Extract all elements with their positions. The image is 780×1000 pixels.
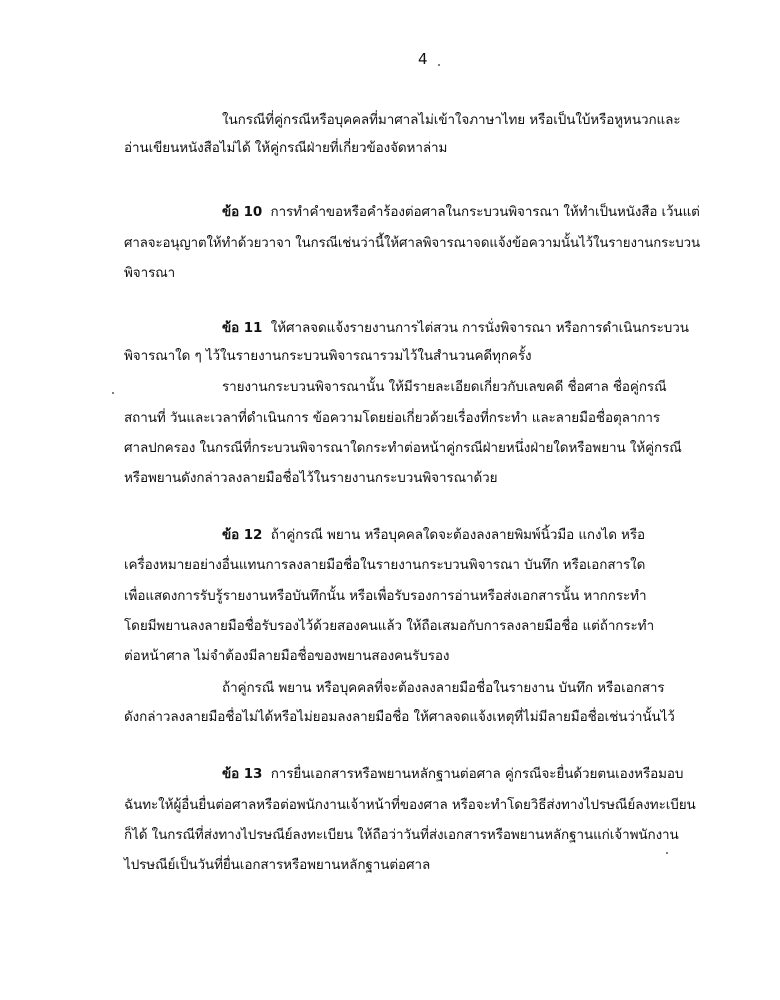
clause-12-line-5: ต่อหน้าศาล ไม่จำต้องมีลายมือชื่อของพยานสองคนรับรอง [124, 648, 450, 664]
clause-10-label: ข้อ 10 [222, 204, 263, 220]
scan-speck [666, 852, 668, 854]
page-number: 4 [418, 50, 428, 68]
scan-speck [438, 64, 440, 66]
clause-12-para-2-line-2: ดังกล่าวลงลายมือชื่อไม่ได้หรือไม่ยอมลงลายมือชื่อ ให้ศาลจดแจ้งเหตุที่ไม่มีลายมือชื่อเช่นว่านั้นไว้ [124, 709, 675, 725]
clause-11-para-2-line-4: หรือพยานดังกล่าวลงลายมือชื่อไว้ในรายงานกระบวนพิจารณาด้วย [124, 470, 498, 486]
clause-11-text-1: ให้ศาลจดแจ้งรายงานการไต่สวน การนั่งพิจารณา หรือการดำเนินกระบวน [270, 320, 689, 336]
paragraph-1-line-1: ในกรณีที่คู่กรณีหรือบุคคลที่มาศาลไม่เข้าใจภาษาไทย หรือเป็นใบ้หรือหูหนวกและ [222, 112, 681, 128]
clause-11-para-2-line-3: ศาลปกครอง ในกรณีที่กระบวนพิจารณาใดกระทำต่อหน้าคู่กรณีฝ่ายหนึ่งฝ่ายใดหรือพยาน ให้คู่กรณี [124, 440, 682, 456]
clause-12-text-1: ถ้าคู่กรณี พยาน หรือบุคคลใดจะต้องลงลายพิมพ์นิ้วมือ แกงได หรือ [270, 527, 646, 543]
clause-11-label: ข้อ 11 [222, 320, 263, 336]
paragraph-1-line-2: อ่านเขียนหนังสือไม่ได้ ให้คู่กรณีฝ่ายที่เกี่ยวข้องจัดหาล่าม [124, 140, 448, 156]
clause-11-line-2: พิจารณาใด ๆ ไว้ในรายงานกระบวนพิจารณารวมไว้ในสำนวนคดีทุกครั้ง [124, 348, 532, 364]
clause-12-line-1 [222, 525, 645, 545]
clause-10-line-1 [222, 202, 700, 222]
clause-10-line-3: พิจารณา [124, 265, 176, 281]
clause-12-line-4: โดยมีพยานลงลายมือชื่อรับรองไว้ด้วยสองคนแล้ว ให้ถือเสมอกับการลงลายมือชื่อ แต่ถ้ากระทำ [124, 618, 655, 634]
scan-speck [112, 392, 114, 394]
clause-11-line-1 [222, 318, 689, 338]
clause-12-label: ข้อ 12 [222, 527, 263, 543]
clause-10-line-2: ศาลจะอนุญาตให้ทำด้วยวาจา ในกรณีเช่นว่านี้ให้ศาลพิจารณาจดแจ้งข้อความนั้นไว้ในรายงานกระบวน [124, 235, 700, 251]
clause-11-para-2-line-1: รายงานกระบวนพิจารณานั้น ให้มีรายละเอียดเกี่ยวกับเลขคดี ชื่อศาล ชื่อคู่กรณี [222, 379, 667, 395]
clause-13-text-1: การยื่นเอกสารหรือพยานหลักฐานต่อศาล คู่กรณีจะยื่นด้วยตนเองหรือมอบ [270, 766, 684, 782]
clause-13-line-2: ฉันทะให้ผู้อื่นยื่นต่อศาลหรือต่อพนักงานเจ้าหน้าที่ของศาล หรือจะทำโดยวิธีส่งทางไปรษณีย์ลงทะเบียน [124, 797, 696, 813]
clause-13-line-4: ไปรษณีย์เป็นวันที่ยื่นเอกสารหรือพยานหลักฐานต่อศาล [124, 857, 431, 873]
clause-12-para-2-line-1: ถ้าคู่กรณี พยาน หรือบุคคลที่จะต้องลงลายมือชื่อในรายงาน บันทึก หรือเอกสาร [222, 680, 665, 696]
clause-10-text-1: การทำคำขอหรือคำร้องต่อศาลในกระบวนพิจารณา ให้ทำเป็นหนังสือ เว้นแต่ [270, 204, 700, 220]
clause-12-line-2: เครื่องหมายอย่างอื่นแทนการลงลายมือชื่อในรายงานกระบวนพิจารณา บันทึก หรือเอกสารใด [124, 557, 646, 573]
clause-11-para-2-line-2: สถานที่ วันและเวลาที่ดำเนินการ ข้อความโดยย่อเกี่ยวด้วยเรื่องที่กระทำ และลายมือชื่อตุลาการ [124, 410, 661, 426]
clause-12-line-3: เพื่อแสดงการรับรู้รายงานหรือบันทึกนั้น หรือเพื่อรับรองการอ่านหรือส่งเอกสารนั้น หากกระทำ [124, 588, 647, 604]
clause-13-line-1 [222, 764, 683, 784]
clause-13-label: ข้อ 13 [222, 766, 263, 782]
clause-13-line-3: ก็ได้ ในกรณีที่ส่งทางไปรษณีย์ลงทะเบียน ให้ถือว่าวันที่ส่งเอกสารหรือพยานหลักฐานแก่เจ้าพนักงาน [124, 827, 679, 843]
